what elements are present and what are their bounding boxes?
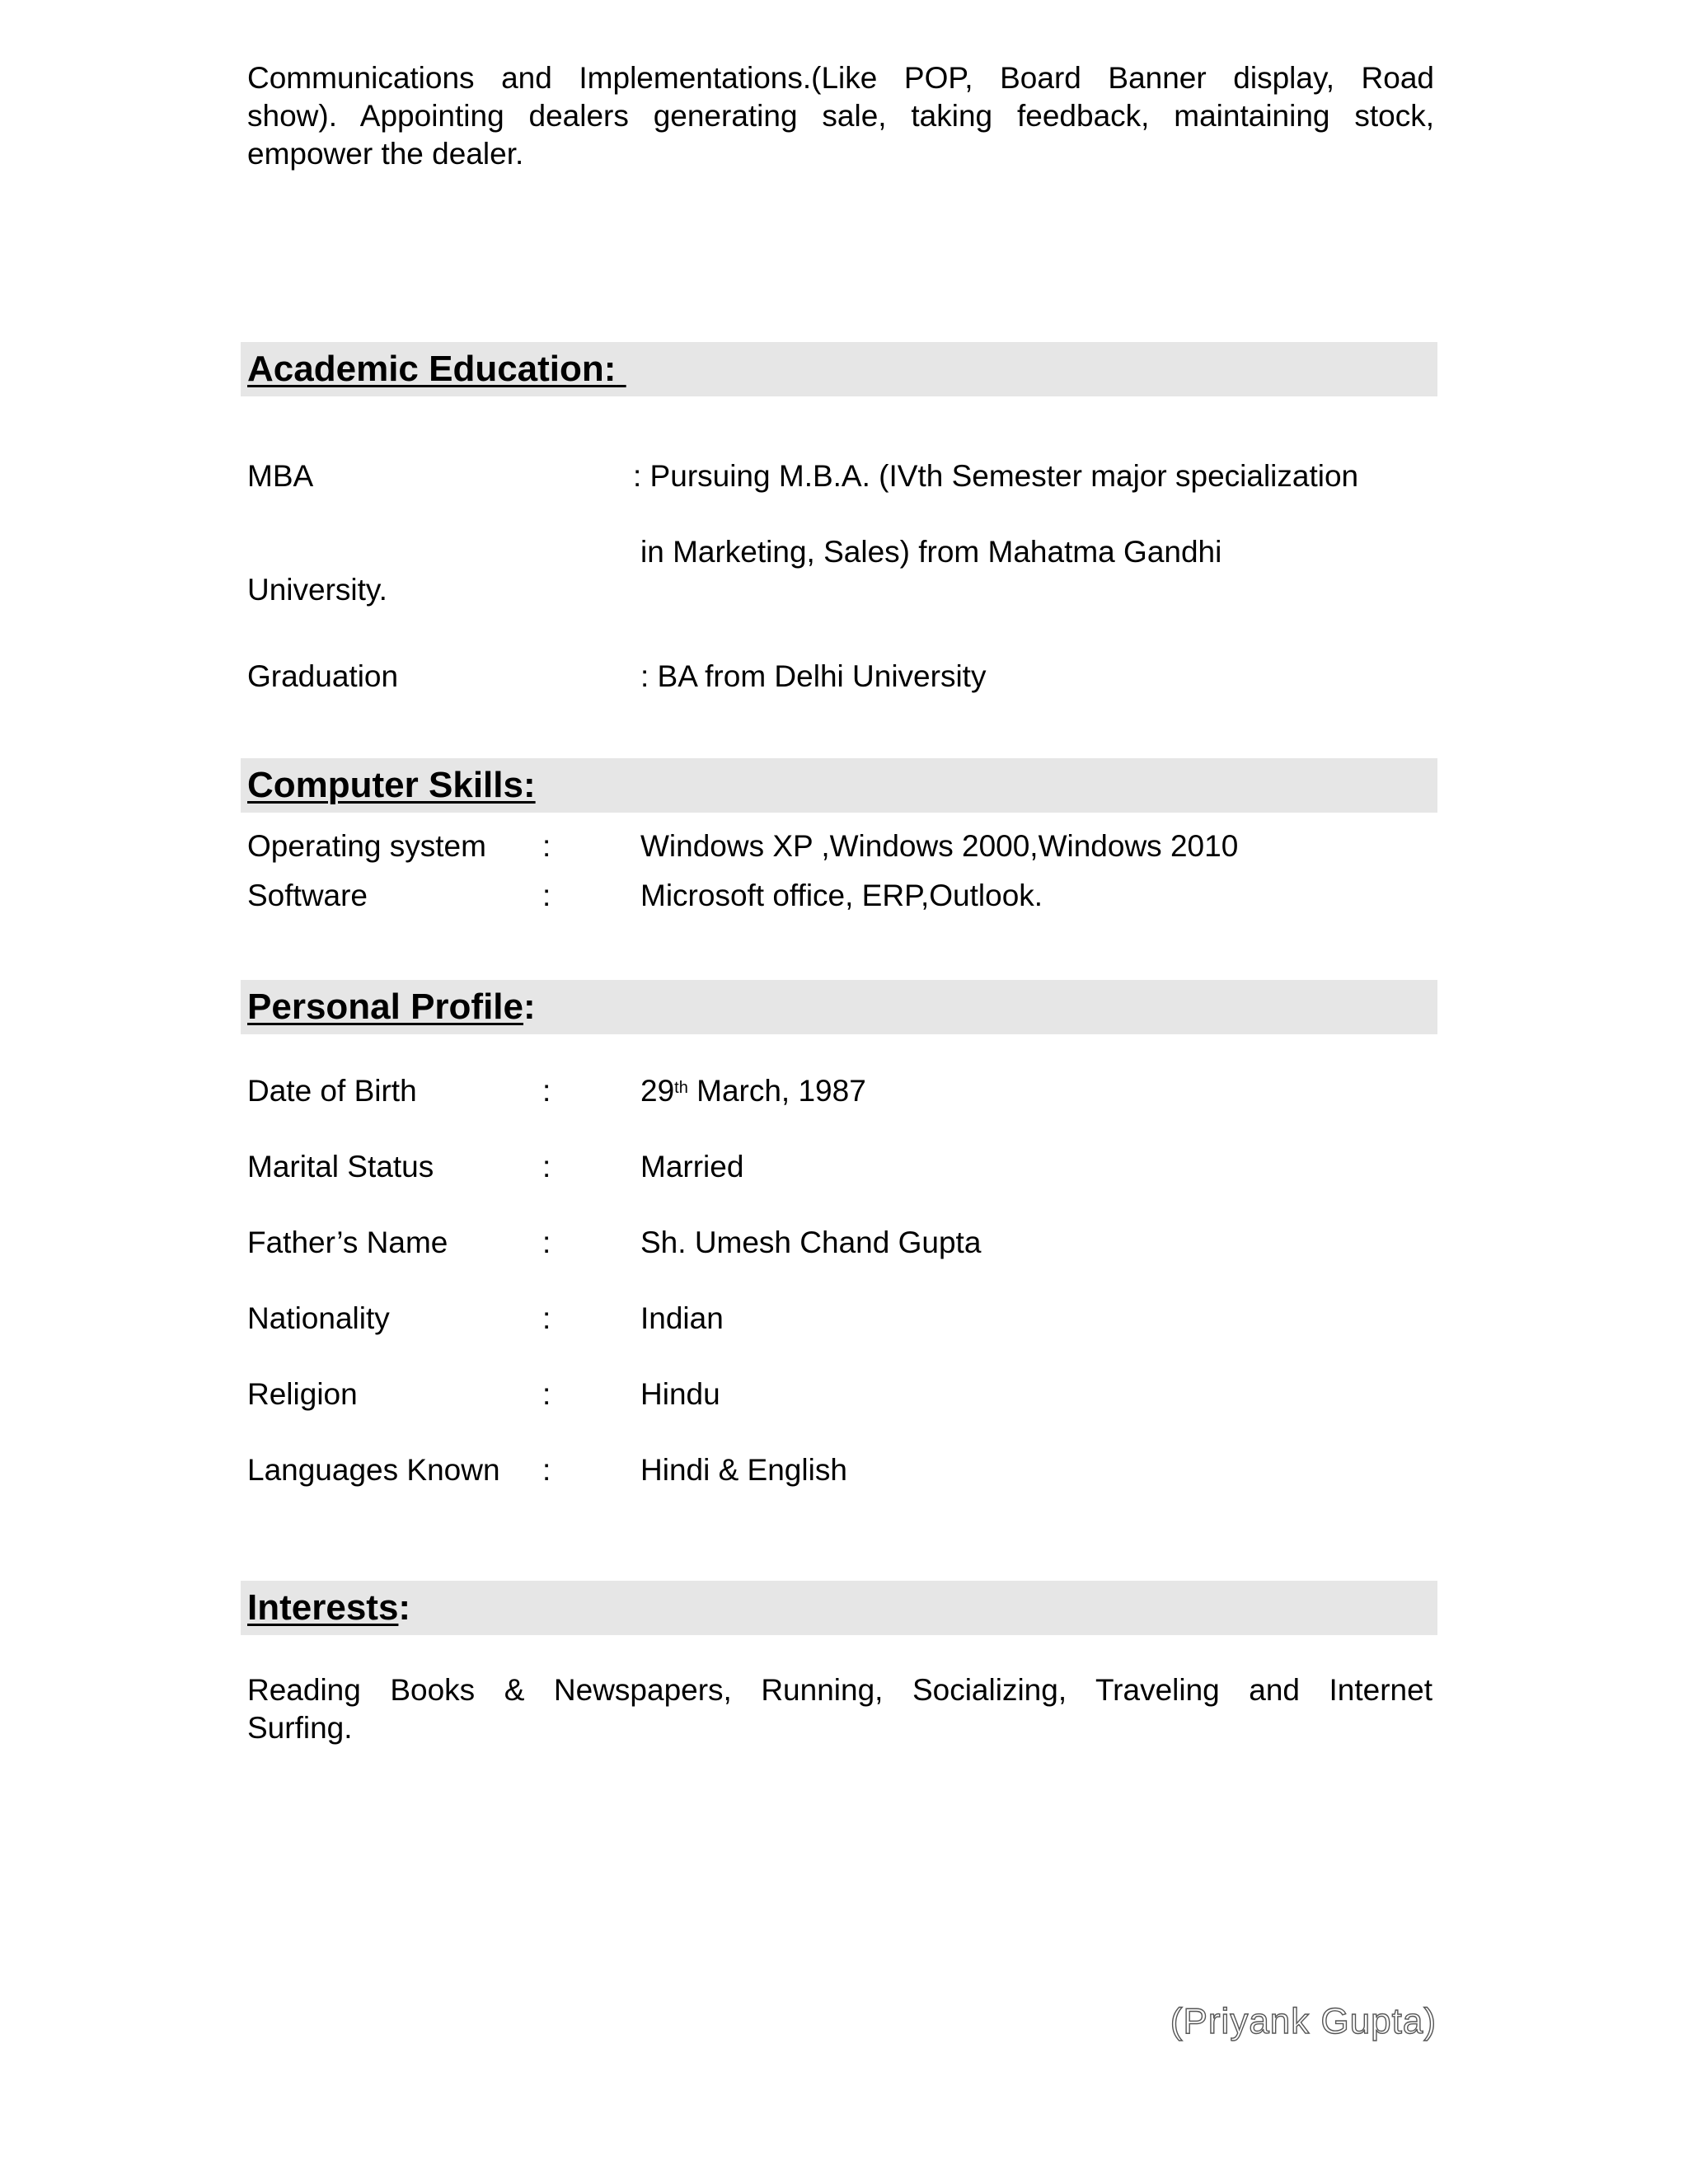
academic-education-header: [241, 342, 1437, 396]
nationality-value: Indian: [640, 1301, 724, 1335]
mba-label: MBA: [247, 459, 314, 493]
fathers-name-value: Sh. Umesh Chand Gupta: [640, 1226, 982, 1259]
dob-day-suffix: th: [674, 1079, 688, 1097]
religion-colon: :: [542, 1377, 551, 1411]
computer-skills-title: Computer Skills:: [247, 765, 536, 805]
graduation-label: Graduation: [247, 659, 399, 693]
interests-paragraph: [247, 1671, 1432, 1747]
nationality-colon: :: [542, 1301, 551, 1335]
os-label: Operating system: [247, 829, 486, 863]
languages-colon: :: [542, 1453, 551, 1487]
software-value: Microsoft office, ERP,Outlook.: [640, 879, 1043, 912]
computer-skills-header: [241, 758, 1437, 813]
academic-education-title: Academic Education:: [247, 349, 617, 389]
os-colon: :: [542, 829, 551, 863]
dob-day: 29: [640, 1074, 675, 1108]
personal-profile-header: [241, 980, 1437, 1034]
software-label: Software: [247, 879, 368, 912]
nationality-label: Nationality: [247, 1301, 390, 1335]
marital-status-colon: :: [542, 1150, 551, 1183]
intro-line-2: show). Appointing dealers generating sale, taking feedback, maintaining stock,: [247, 99, 1434, 133]
dob-rest: March, 1987: [687, 1074, 866, 1108]
dob-value: [640, 1072, 866, 1110]
fathers-name-label: Father’s Name: [247, 1226, 448, 1259]
personal-profile-title: Personal Profile:: [247, 987, 536, 1027]
marital-status-value: Married: [640, 1150, 744, 1183]
intro-paragraph: [247, 59, 1434, 173]
interests-line-1: Reading Books & Newspapers, Running, Socializing, Traveling and Internet: [247, 1673, 1432, 1707]
graduation-value: : BA from Delhi University: [640, 659, 987, 693]
os-value: Windows XP ,Windows 2000,Windows 2010: [640, 829, 1239, 863]
intro-line-1: Communications and Implementations.(Like POP, Board Banner display, Road: [247, 61, 1434, 95]
intro-line-3: empower the dealer.: [247, 137, 524, 171]
mba-value-line-1: : Pursuing M.B.A. (IVth Semester major specialization: [633, 459, 1359, 493]
religion-label: Religion: [247, 1377, 358, 1411]
marital-status-label: Marital Status: [247, 1150, 434, 1183]
dob-label: Date of Birth: [247, 1074, 417, 1108]
software-colon: :: [542, 879, 551, 912]
interests-header: [241, 1581, 1437, 1635]
mba-value-line-3: University.: [247, 573, 387, 607]
languages-label: Languages Known: [247, 1453, 500, 1487]
signature-name: (Priyank Gupta): [1170, 2001, 1437, 2041]
dob-colon: :: [542, 1074, 551, 1108]
interests-line-2: Surfing.: [247, 1711, 353, 1745]
mba-value-line-2: in Marketing, Sales) from Mahatma Gandhi: [640, 535, 1222, 569]
interests-title: Interests:: [247, 1587, 411, 1628]
religion-value: Hindu: [640, 1377, 720, 1411]
fathers-name-colon: :: [542, 1226, 551, 1259]
languages-value: Hindi & English: [640, 1453, 847, 1487]
